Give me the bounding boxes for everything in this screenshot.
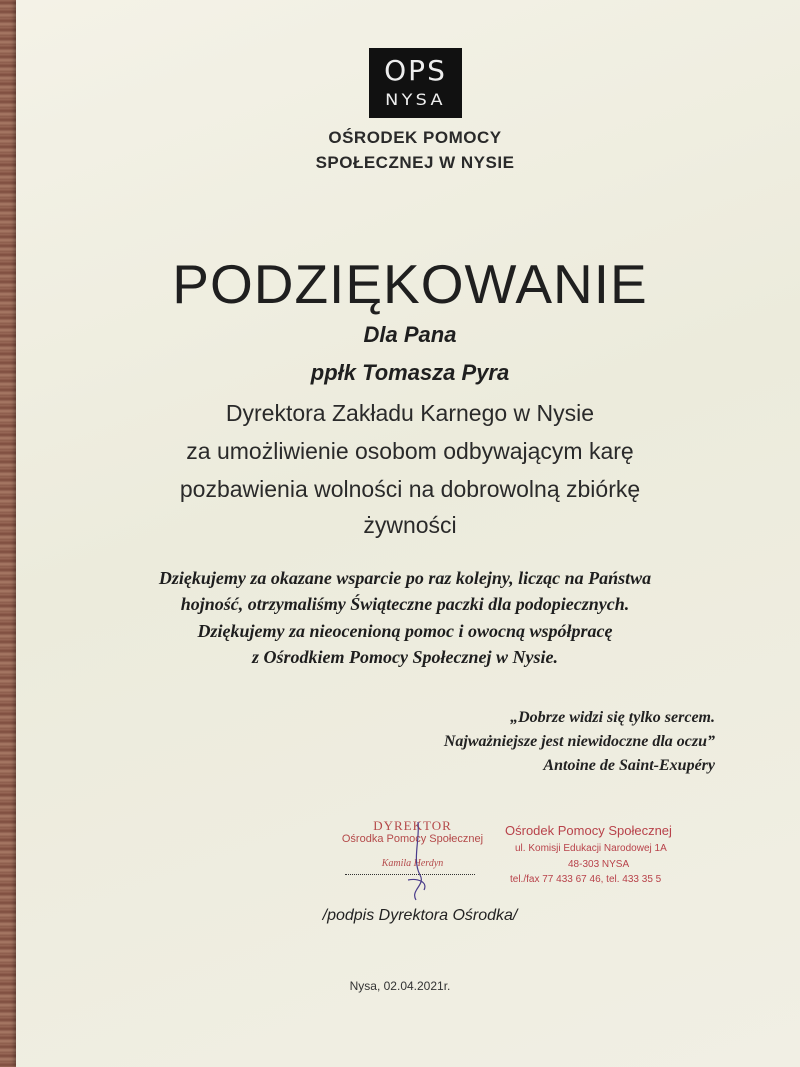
thanks-line-2: hojność, otrzymaliśmy Świąteczne paczki dla podopiecznych. (180, 594, 630, 614)
organization-name-line2: SPOŁECZNEJ W NYSIE (315, 153, 515, 172)
body-line-3: pozbawienia wolności na dobrowolną zbiórkę (179, 476, 641, 502)
document-date: Nysa, 02.04.2021r. (349, 979, 451, 993)
office-stamp-city: 48-303 NYSA (568, 859, 630, 870)
organization-name-line1: OŚRODEK POMOCY (328, 128, 502, 147)
document-title: PODZIĘKOWANIE (172, 253, 648, 315)
ops-logo (369, 48, 462, 118)
office-stamp-name: Ośrodek Pomocy Społecznej (505, 823, 672, 838)
body-line-4: żywności (363, 512, 457, 538)
director-stamp-name: Kamila Herdyn (381, 858, 444, 869)
logo-text-bottom: NYSA (385, 90, 446, 109)
handwritten-signature (398, 820, 438, 905)
quote-author: Antoine de Saint-Exupéry (543, 757, 715, 774)
director-stamp-institution: Ośrodka Pomocy Społecznej (341, 833, 484, 845)
thanks-line-1: Dziękujemy za okazane wsparcie po raz kolejny, licząc na Państwa (158, 568, 652, 588)
office-stamp-address: ul. Komisji Edukacji Narodowej 1A (515, 843, 667, 854)
signature-caption: /podpis Dyrektora Ośrodka/ (322, 907, 518, 924)
logo-text-top: OPS (384, 54, 447, 87)
office-stamp-phone: tel./fax 77 433 67 46, tel. 433 35 5 (510, 874, 662, 885)
recipient-name: ppłk Tomasza Pyra (310, 360, 510, 385)
body-line-1: Dyrektora Zakładu Karnego w Nysie (225, 400, 595, 426)
body-line-2: za umożliwienie osobom odbywającym karę (186, 438, 634, 464)
thanks-line-4: z Ośrodkiem Pomocy Społecznej w Nysie. (252, 647, 558, 667)
recipient-line1: Dla Pana (363, 322, 457, 347)
quote-line-1: „Dobrze widzi się tylko sercem. (510, 709, 715, 726)
director-stamp-title: DYREKTOR (373, 818, 452, 833)
thanks-line-3: Dziękujemy za nieocenioną pomoc i owocną współpracę (197, 621, 613, 641)
quote-line-2: Najważniejsze jest niewidoczne dla oczu” (443, 733, 715, 750)
